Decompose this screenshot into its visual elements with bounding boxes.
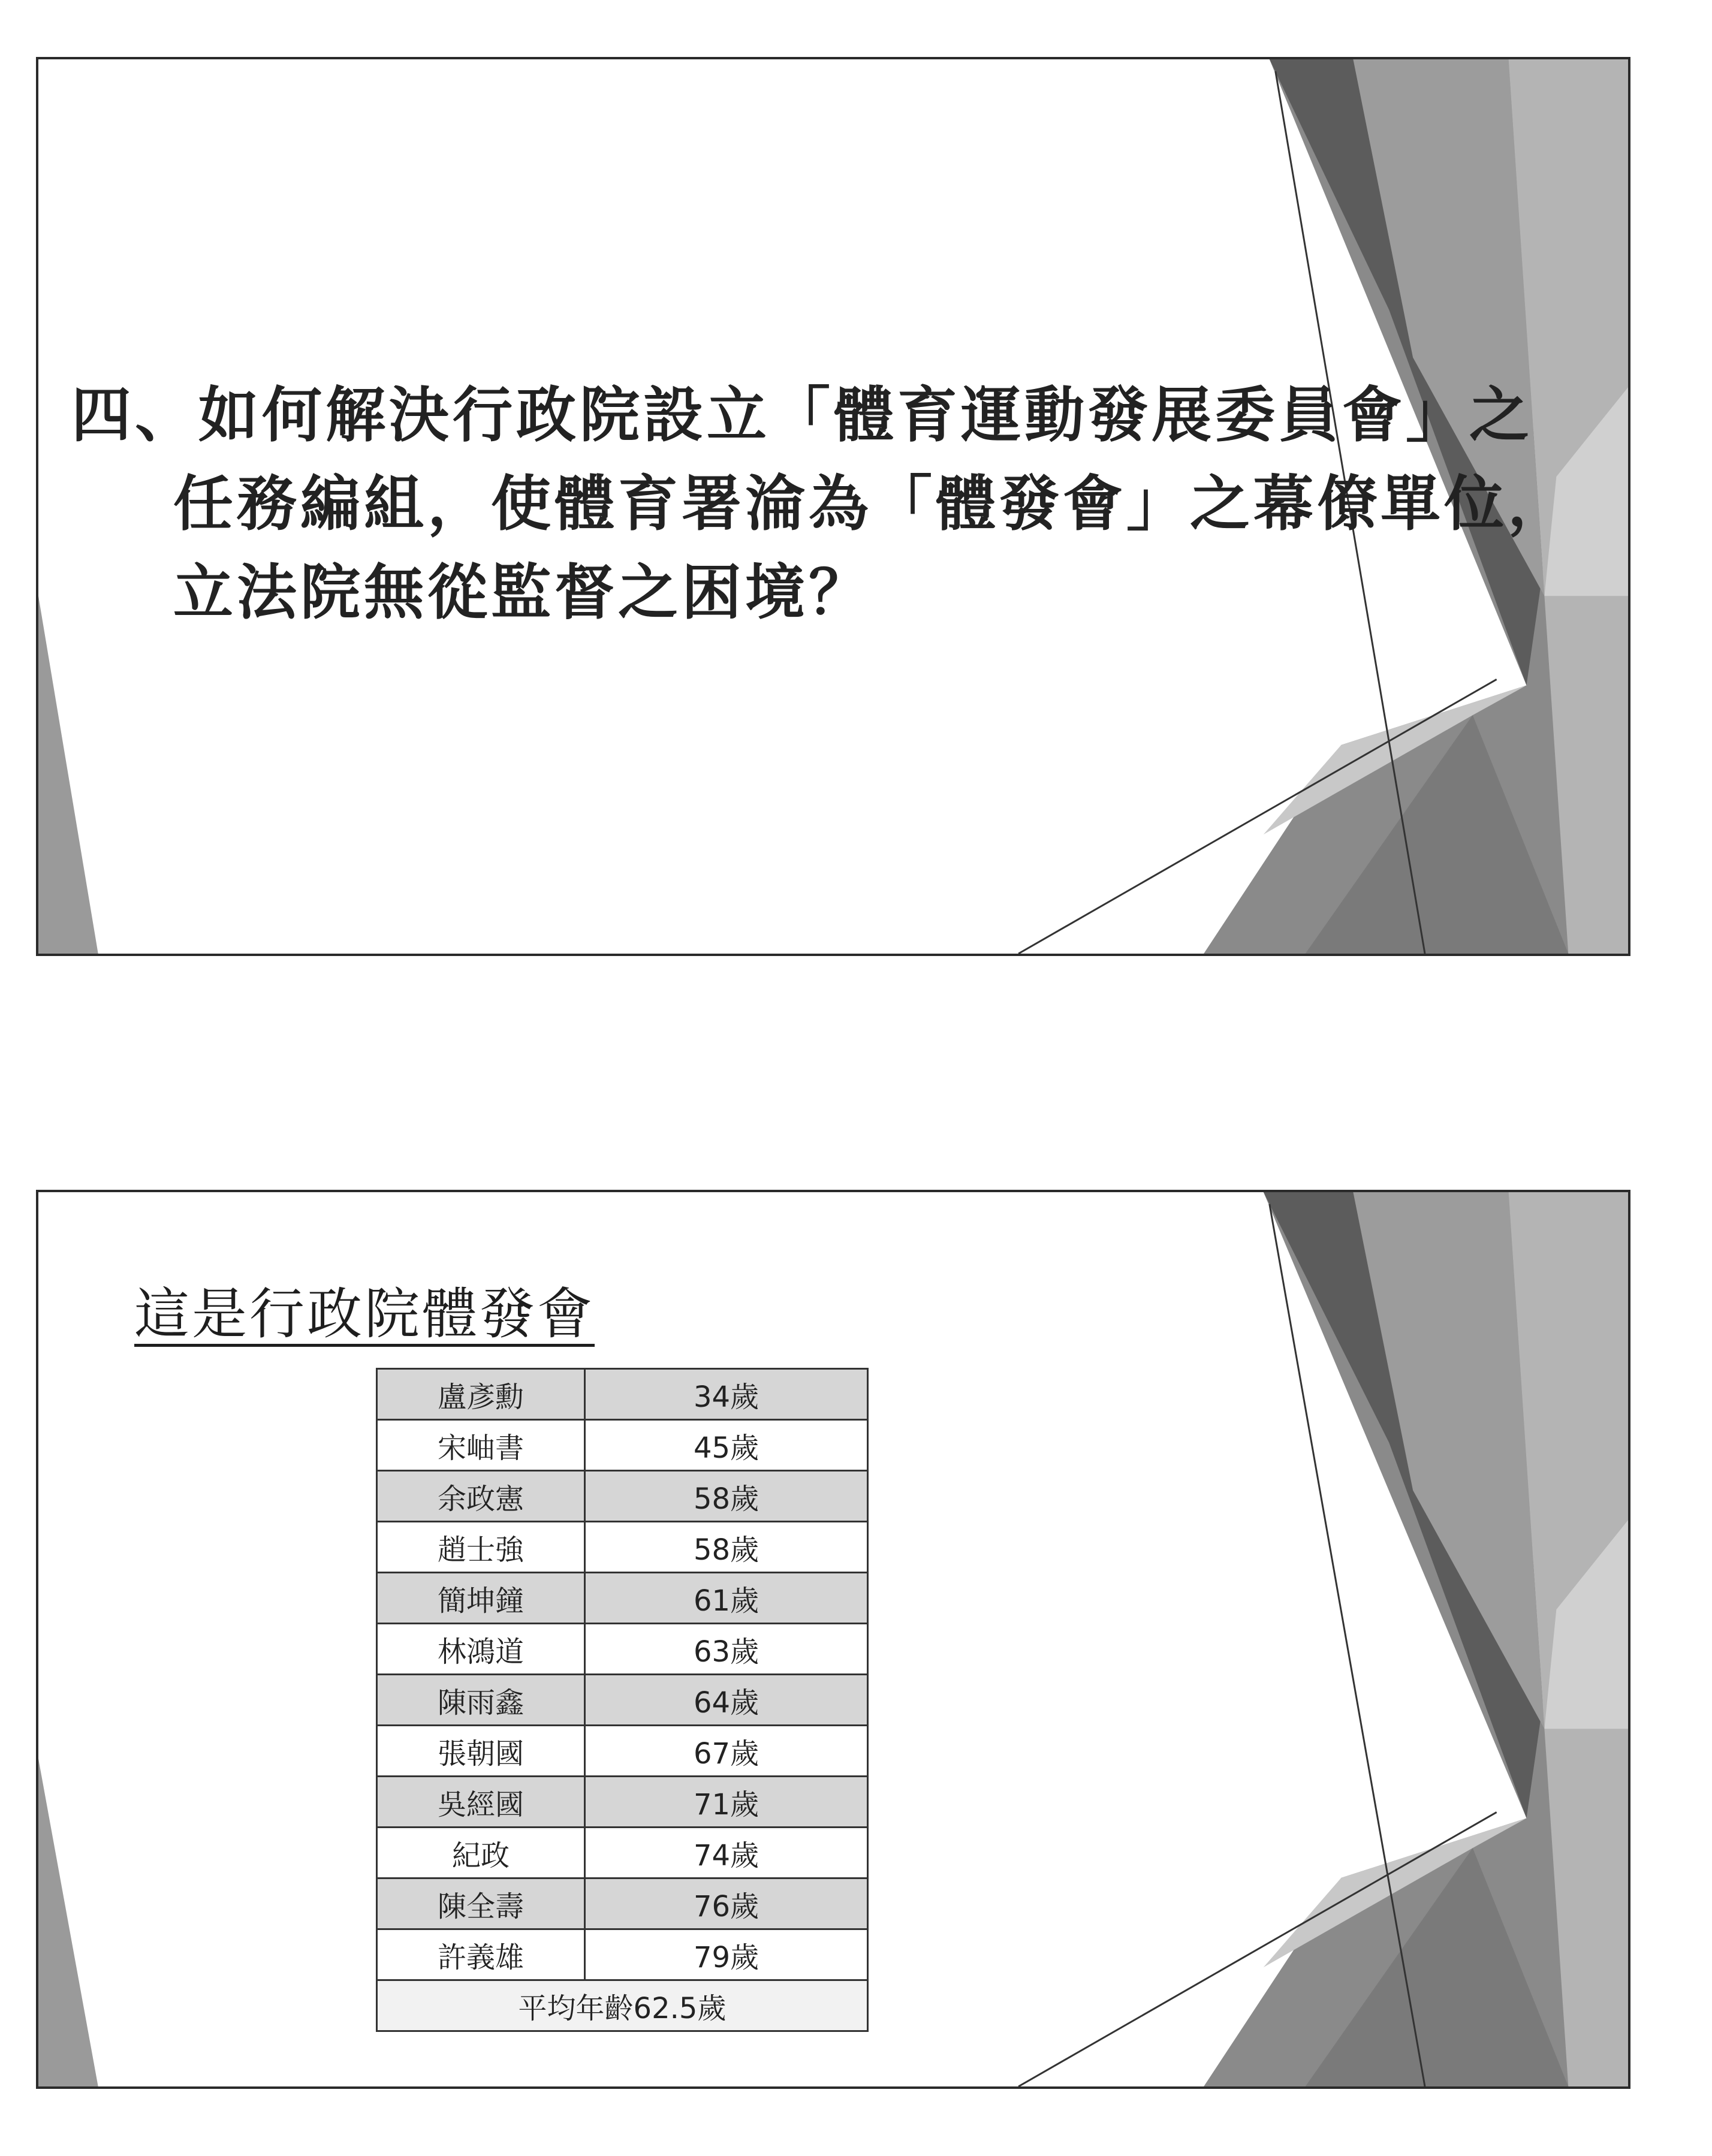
table-row bbox=[377, 1828, 868, 1878]
slide-1-title: 四、如何解決行政院設立「體育運動發展委員會」之任務編組，使體育署淪為「體發會」之幕僚單位，立法院無從監督之困境？ bbox=[71, 380, 1571, 628]
table-row bbox=[377, 1624, 868, 1675]
member-name-cell: 余政憲 bbox=[377, 1471, 585, 1522]
member-name-cell: 陳雨鑫 bbox=[377, 1675, 585, 1726]
table-row bbox=[377, 1420, 868, 1471]
member-age-cell: 58歲 bbox=[585, 1522, 868, 1573]
slide-2-title: 這是行政院體發會 bbox=[134, 1282, 595, 1346]
member-age-cell: 58歲 bbox=[585, 1471, 868, 1522]
member-name-cell: 簡坤鐘 bbox=[377, 1573, 585, 1624]
committee-age-table-body bbox=[377, 1369, 868, 2031]
member-age-cell: 45歲 bbox=[585, 1420, 868, 1471]
member-age-cell: 63歲 bbox=[585, 1624, 868, 1675]
member-name-cell: 許義雄 bbox=[377, 1929, 585, 1980]
member-age-cell: 76歲 bbox=[585, 1878, 868, 1929]
member-age-cell: 61歲 bbox=[585, 1573, 868, 1624]
table-row bbox=[377, 1471, 868, 1522]
member-name-cell: 吳經國 bbox=[377, 1777, 585, 1828]
average-age-cell: 平均年齡62.5歲 bbox=[377, 1980, 868, 2031]
slide-1 bbox=[36, 57, 1630, 956]
table-row bbox=[377, 1726, 868, 1777]
committee-age-table bbox=[376, 1368, 869, 2032]
table-row bbox=[377, 1522, 868, 1573]
member-age-cell: 67歲 bbox=[585, 1726, 868, 1777]
member-name-cell: 趙士強 bbox=[377, 1522, 585, 1573]
member-age-cell: 74歲 bbox=[585, 1828, 868, 1878]
member-name-cell: 林鴻道 bbox=[377, 1624, 585, 1675]
member-name-cell: 宋岫書 bbox=[377, 1420, 585, 1471]
table-row bbox=[377, 1929, 868, 1980]
table-row bbox=[377, 1369, 868, 1420]
member-name-cell: 紀政 bbox=[377, 1828, 585, 1878]
member-age-cell: 79歲 bbox=[585, 1929, 868, 1980]
table-row bbox=[377, 1878, 868, 1929]
average-row bbox=[377, 1980, 868, 2031]
table-row bbox=[377, 1675, 868, 1726]
member-age-cell: 64歲 bbox=[585, 1675, 868, 1726]
member-name-cell: 張朝國 bbox=[377, 1726, 585, 1777]
member-age-cell: 34歲 bbox=[585, 1369, 868, 1420]
table-row bbox=[377, 1777, 868, 1828]
member-name-cell: 盧彥勳 bbox=[377, 1369, 585, 1420]
member-name-cell: 陳全壽 bbox=[377, 1878, 585, 1929]
member-age-cell: 71歲 bbox=[585, 1777, 868, 1828]
slide-2 bbox=[36, 1190, 1630, 2089]
table-row bbox=[377, 1573, 868, 1624]
